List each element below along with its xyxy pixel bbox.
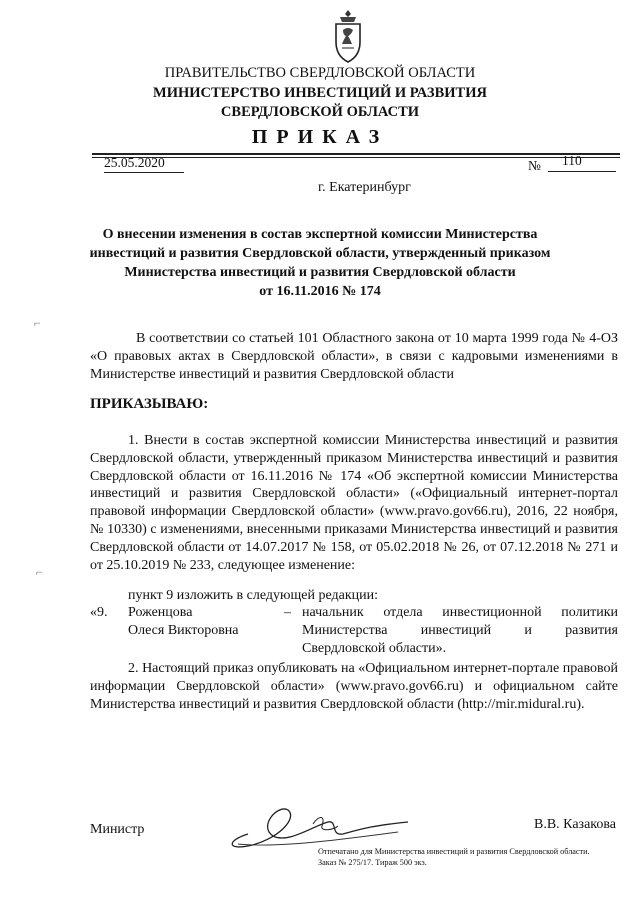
order-title-line4: от 16.11.2016 № 174: [259, 284, 381, 299]
order-title-line3: Министерства инвестиций и развития Свердловской области: [124, 265, 516, 280]
handwritten-signature: [218, 796, 418, 854]
order-title-line2: инвестиций и развития Свердловской области, утвержденный приказом: [89, 246, 551, 261]
document-number: 110: [562, 153, 582, 168]
government-title: ПРАВИТЕЛЬСТВО СВЕРДЛОВСКОЙ ОБЛАСТИ: [164, 65, 476, 81]
entry-position-line3: Свердловской области».: [302, 641, 447, 656]
print-note-line1: Отпечатано для Министерства инвестиций и развития Свердловской области.: [318, 847, 590, 856]
signatory-role: Министр: [90, 822, 145, 837]
entry-dash: –: [284, 605, 291, 620]
entry-position-line1: начальник отдела инвестиционной политики: [302, 605, 618, 620]
entry-surname: Роженцова: [128, 605, 193, 620]
item-1-subclause: пункт 9 изложить в следующей редакции:: [128, 588, 378, 603]
order-title-line1: О внесении изменения в состав экспертной комиссии Министерства: [102, 227, 538, 242]
entry-given-names: Олеся Викторовна: [128, 623, 239, 638]
item-1-paragraph: 1. Внести в состав экспертной комиссии Министерства инвестиций и развития Свердловской области, утвержденный приказом Министерства инвестиций и развития Свердловской области от 16.11.2016 № 174 «Об экспертной комиссии Министерства инвестиций и развития Свердловской области» («Официальный интернет-портал правовой информации Свердловской области» (www.pravo.gov66.ru), 2016, 22 ноября, № 10330) с изменениями, внесенными приказами Министерства инвестиций и развития Свердловской области от 14.07.2017 № 158, от 05.02.2018 № 26, от 07.12.2018 № 271 и от 25.10.2019 № 233, следующее изменение:: [90, 433, 618, 573]
item-2-paragraph: 2. Настоящий приказ опубликовать на «Официальном интернет-портале правовой информации Свердловской области» (www.pravo.gov66.ru) и официальном сайте Министерства инвестиций и развития Свердловской области (http://mir.midural.ru).: [90, 661, 618, 712]
document-date: 25.05.2020: [104, 155, 165, 170]
header-rule-thick: [92, 153, 620, 155]
ministry-title-line2: СВЕРДЛОВСКОЙ ОБЛАСТИ: [220, 104, 420, 120]
document-type-title: ПРИКАЗ: [251, 126, 389, 148]
number-label: №: [528, 158, 541, 173]
entry-number: «9.: [90, 605, 108, 620]
city: г. Екатеринбург: [318, 180, 411, 195]
ministry-title-line1: МИНИСТЕРСТВО ИНВЕСТИЦИЙ И РАЗВИТИЯ: [153, 85, 487, 101]
entry-position-line2: Министерства инвестиций и развития: [302, 623, 618, 638]
decree-word: ПРИКАЗЫВАЮ:: [90, 396, 209, 412]
number-underline: [548, 171, 616, 172]
margin-mark: ⌐: [34, 316, 41, 330]
print-note-line2: Заказ № 275/17. Тираж 500 экз.: [318, 858, 427, 867]
signatory-name: В.В. Казакова: [534, 817, 617, 832]
date-underline: [104, 172, 184, 173]
coat-of-arms-icon: [330, 8, 366, 64]
preamble-paragraph: В соответствии со статьей 101 Областного закона от 10 марта 1999 года № 4-ОЗ «О правовых актах в Свердловской области», в связи с кадровыми изменениями в Министерстве инвестиций и развития Свердловской области: [90, 331, 618, 382]
margin-mark: ⌐: [36, 565, 43, 579]
